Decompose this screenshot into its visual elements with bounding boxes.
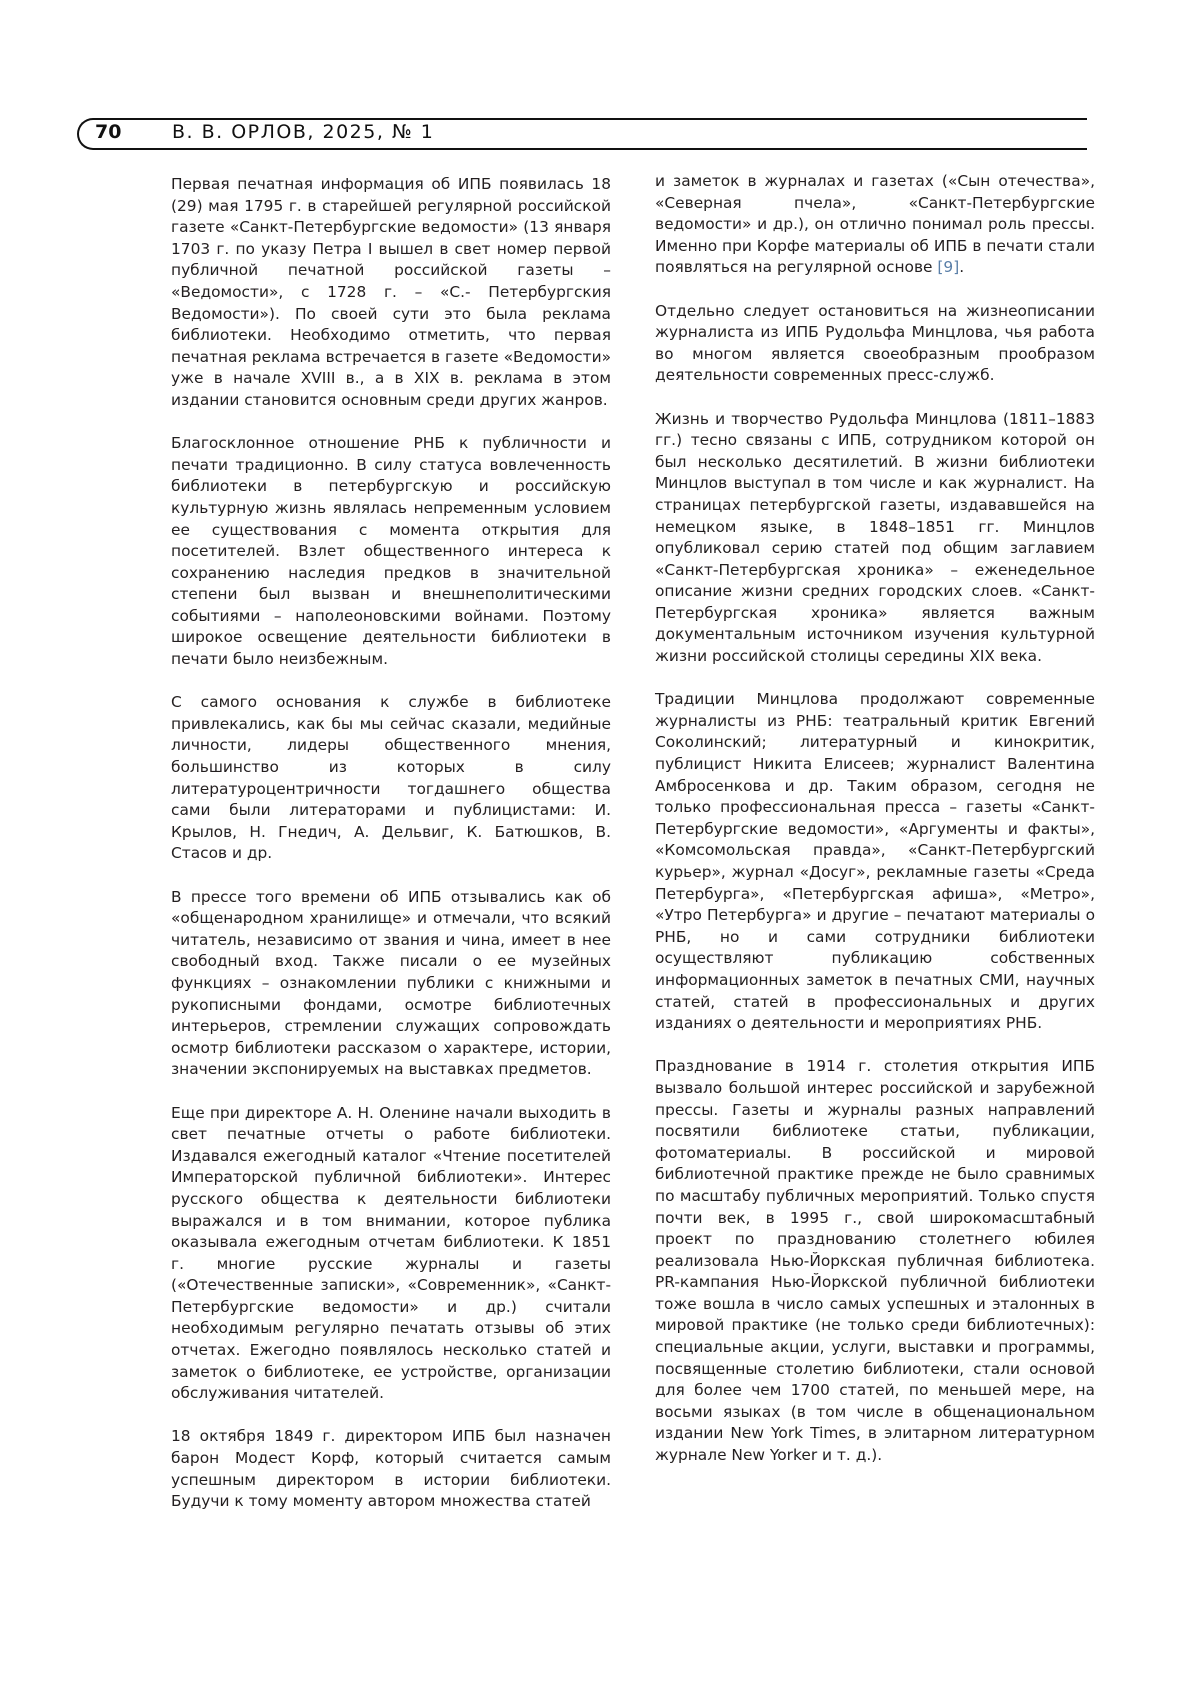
paragraph: Первая печатная информация об ИПБ появилась 18 (29) мая 1795 г. в старейшей регулярной российской газете «Санкт-Петербургские ведомости» (13 января 1703 г. по указу Петра I вышел в свет номер первой публичной печатной российской газеты – «Ведомости», с 1728 г. – «С.- Петербургския Ведомости»). По своей сути это была реклама библиотеки. Необходимо отметить, что первая печатная реклама встречается в газете «Ведомости» уже в начале XVIII в., а в XIX в. реклама в этом издании становится основным среди других жанров. bbox=[171, 175, 611, 409]
continuation-text: и заметок в журналах и газетах («Сын отечества», «Северная пчела», «Санкт-Петербургские ведомости» и др.), он отлично понимал роль прессы. Именно при Корфе материалы об ИПБ в печати стали появляться на регулярной основе bbox=[655, 172, 1095, 277]
citation-link[interactable]: [9] bbox=[937, 258, 960, 277]
running-header bbox=[77, 118, 1087, 150]
paragraph: В прессе того времени об ИПБ отзывались как об «общенародном хранилище» и отмечали, что всякий читатель, независимо от звания и чина, имеет в нее свободный вход. Также писали о ее музейных функциях – ознакомлении публики с книжными и рукописными фондами, осмотре библиотечных интерьеров, стремлении служащих сопровождать осмотр библиотеки рассказом о характере, истории, значении экспонируемых на выставках предметов. bbox=[171, 887, 611, 1079]
running-title: В. В. ОРЛОВ, 2025, № 1 bbox=[172, 121, 435, 143]
paragraph: Отдельно следует остановиться на жизнеописании журналиста из ИПБ Рудольфа Минцлова, чья работа во многом является своеобразным прообразом деятельности современных пресс-служб. bbox=[655, 301, 1095, 385]
paragraph: Традиции Минцлова продолжают современные журналисты из РНБ: театральный критик Евгений Соколинский; литературный и кинокритик, публицист Никита Елисеев; журналист Валентина Амбросенкова и др. Таким образом, сегодня не только профессиональная пресса – газеты «Санкт-Петербургские ведомости», «Аргументы и факты», «Комсомольская правда», «Санкт-Петербургский курьер», журнал «Досуг», рекламные газеты «Среда Петербурга», «Петербургская афиша», «Метро», «Утро Петербурга» и другие – печатают материалы о РНБ, но и сами сотрудники библиотеки осуществляют публикацию собственных информационных заметок в печатных СМИ, научных статей, статей в профессиональных и других изданиях о деятельности и мероприятиях РНБ. bbox=[655, 690, 1095, 1033]
left-column bbox=[171, 174, 611, 1534]
right-column bbox=[655, 171, 1095, 1488]
sentence-end: . bbox=[959, 258, 965, 277]
paragraph: С самого основания к службе в библиотеке привлекались, как бы мы сейчас сказали, медийные личности, лидеры общественного мнения, большинство из которых в силу литературоцентричности тогдашнего общества сами были литераторами и публицистами: И. Крылов, Н. Гнедич, А. Дельвиг, К. Батюшков, В. Стасов и др. bbox=[171, 693, 611, 863]
continuation-paragraph bbox=[655, 171, 1095, 279]
page-number: 70 bbox=[95, 121, 122, 143]
paragraph: Жизнь и творчество Рудольфа Минцлова (1811–1883 гг.) тесно связаны с ИПБ, сотрудником которой он был несколько десятилетий. В жизни библиотеки Минцлов выступал в том числе и как журналист. На страницах петербургской газеты, издававшейся на немецком языке, в 1848–1851 гг. Минцлов опубликовал серию статей под общим заглавием «Санкт-Петербургская хроника» – еженедельное описание жизни средних городских слоев. «Санкт-Петербургская хроника» является важным документальным источником изучения культурной жизни российской столицы середины XIX века. bbox=[655, 409, 1095, 666]
paragraph: Празднование в 1914 г. столетия открытия ИПБ вызвало большой интерес российской и зарубежной прессы. Газеты и журналы разных направлений посвятили библиотеке статьи, публикации, фотоматериалы. В российской и мировой библиотечной практике прежде не было сравнимых по масштабу публичных мероприятий. Только спустя почти век, в 1995 г., свой широкомасштабный проект по празднованию столетнего юбилея реализовала Нью-Йоркская публичная библиотека. PR-кампания Нью-Йоркской публичной библиотеки тоже вошла в число самых успешных и эталонных в мировой практике (не только среди библиотечных): специальные акции, услуги, выставки и программы, посвященные столетию библиотеки, стали основой для более чем 1700 статей, по меньшей мере, на восьми языках (в том числе в общенациональном издании New York Times, в элитарном литературном журнале New Yorker и т. д.). bbox=[655, 1057, 1095, 1465]
paragraph: Еще при директоре А. Н. Оленине начали выходить в свет печатные отчеты о работе библиотеки. Издавался ежегодный каталог «Чтение посетителей Императорской публичной библиотеки». Интерес русского общества к деятельности библиотеки выражался и в том внимании, которое публика оказывала ежегодным отчетам библиотеки. К 1851 г. многие русские журналы и газеты («Отечественные записки», «Современник», «Санкт-Петербургские ведомости» и др.) считали необходимым регулярно печатать отзывы об этих отчетах. Ежегодно появлялось несколько статей и заметок о библиотеке, ее устройстве, организации обслуживания читателей. bbox=[171, 1103, 611, 1403]
paragraph: 18 октября 1849 г. директором ИПБ был назначен барон Модест Корф, который считается самым успешным директором в истории библиотеки. Будучи к тому моменту автором множества статей bbox=[171, 1427, 611, 1511]
paragraph: Благосклонное отношение РНБ к публичности и печати традиционно. В силу статуса вовлеченность библиотеки в петербургскую и российскую культурную жизнь являлась непременным условием ее существования с момента открытия для посетителей. Взлет общественного интереса к сохранению наследия предков в значительной степени был вызван и внешнеполитическими событиями – наполеоновскими войнами. Поэтому широкое освещение деятельности библиотеки в печати было неизбежным. bbox=[171, 434, 611, 669]
